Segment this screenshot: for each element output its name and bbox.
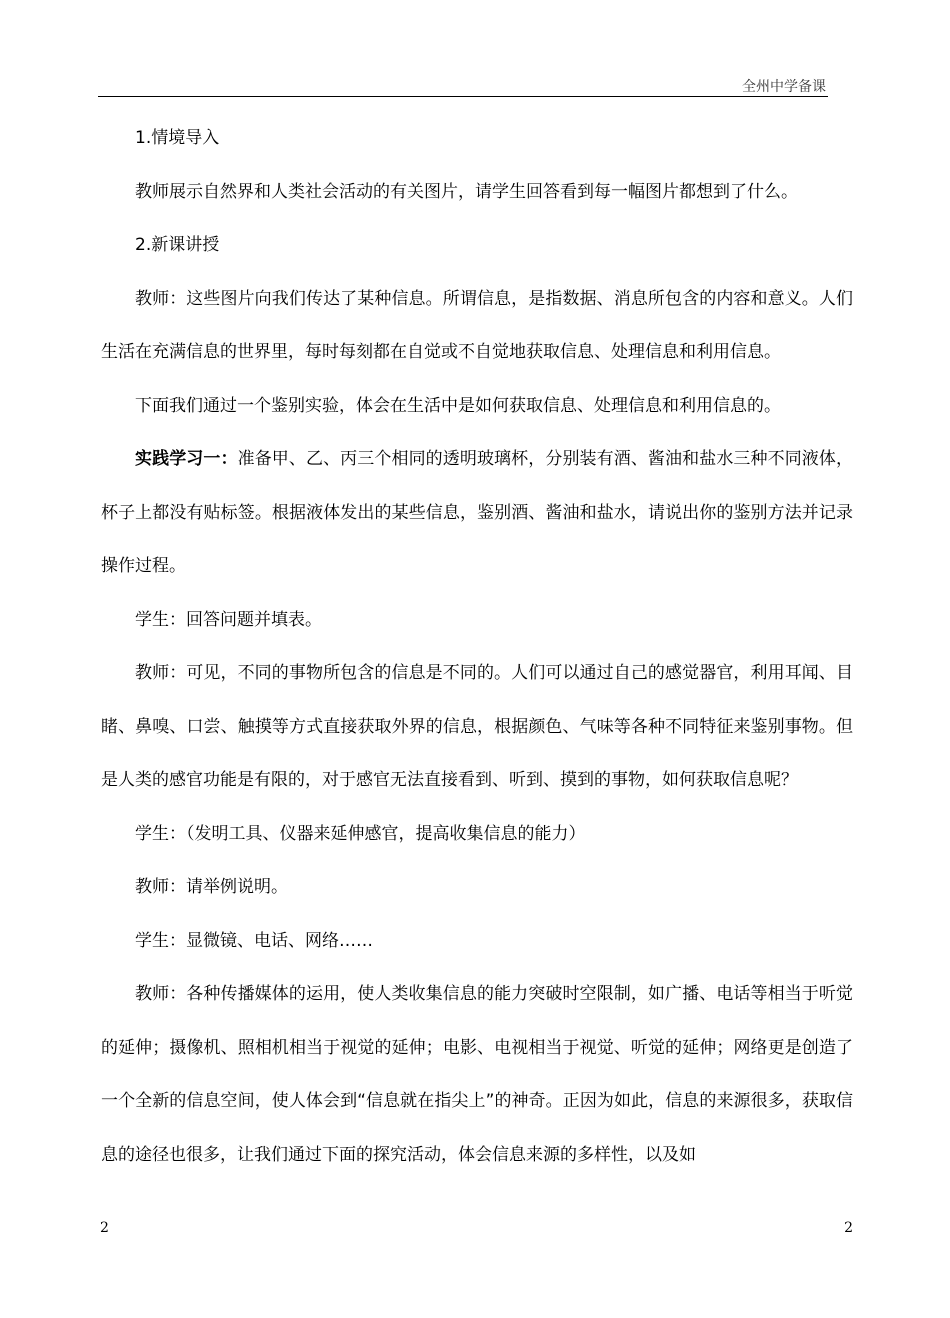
paragraph-student-examples: 学生：显微镜、电话、网络…… [135,930,373,951]
paragraph-teacher-example: 教师：请举例说明。 [135,877,288,897]
page-number-right: 2 [844,1220,853,1236]
section-heading-new-lesson: 2.新课讲授 [135,235,220,255]
document-body [101,112,853,1182]
page-number-left: 2 [100,1220,109,1236]
paragraph-practice-one [101,433,853,594]
section-heading-intro: 1.情境导入 [135,128,220,148]
paragraph-teacher-senses: 教师：可见，不同的事物所包含的信息是不同的。人们可以通过自己的感觉器官，利用耳闻、目睹、鼻嗅、口尝、触摸等方式直接获取外界的信息，根据颜色、气味等各种不同特征来鉴别事物。但是人类的感官功能是有限的，对于感官无法直接看到、听到、摸到的事物，如何获取信息呢？ [101,663,853,790]
paragraph-teacher-show: 教师展示自然界和人类社会活动的有关图片，请学生回答看到每一幅图片都想到了什么。 [135,181,798,202]
paragraph-teacher-info-definition: 教师：这些图片向我们传达了某种信息。所谓信息，是指数据、消息所包含的内容和意义。人们生活在充满信息的世界里，每时每刻都在自觉或不自觉地获取信息、处理信息和利用信息。 [101,288,853,362]
page-header-title: 全州中学备课 [742,79,826,95]
paragraph-teacher-media: 教师：各种传播媒体的运用，使人类收集信息的能力突破时空限制，如广播、电话等相当于听觉的延伸；摄像机、照相机相当于视觉的延伸；电影、电视相当于视觉、听觉的延伸；网络更是创造了一个全新的信息空间，使人体会到“信息就在指尖上”的神奇。正因为如此，信息的来源很多，获取信息的途径也很多，让我们通过下面的探究活动，体会信息来源的多样性，以及如 [101,984,853,1165]
practice-text: 准备甲、乙、丙三个相同的透明玻璃杯，分别装有酒、酱油和盐水三种不同液体，杯子上都没有贴标签。根据液体发出的某些信息，鉴别酒、酱油和盐水，请说出你的鉴别方法并记录操作过程。 [101,449,854,576]
header-divider [98,96,828,97]
paragraph-student-answer: 学生：回答问题并填表。 [135,609,322,630]
paragraph-student-tools: 学生：（发明工具、仪器来延伸感官，提高收集信息的能力） [135,823,586,844]
practice-label: 实践学习一： [135,449,238,469]
paragraph-experiment-intro: 下面我们通过一个鉴别实验，体会在生活中是如何获取信息、处理信息和利用信息的。 [135,395,781,416]
